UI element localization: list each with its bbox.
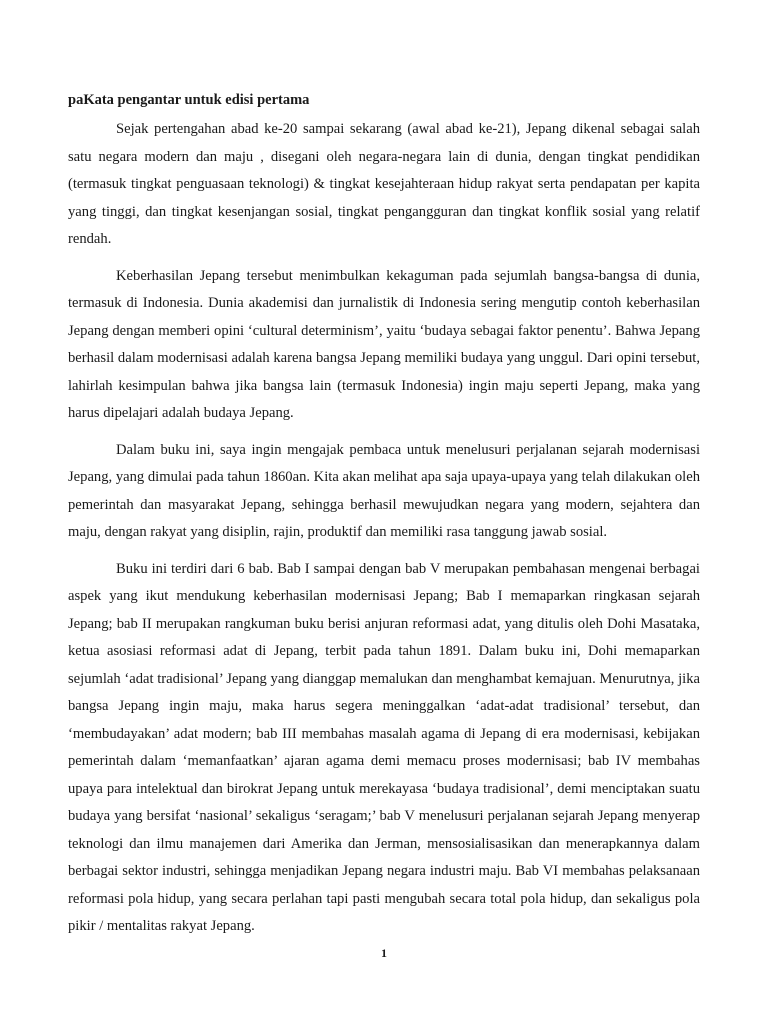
paragraph-2: Keberhasilan Jepang tersebut menimbulkan kekaguman pada sejumlah bangsa-bangsa di dunia, termasuk di Indonesia. Dunia akademisi dan jurnalistik di Indonesia sering mengutip contoh keberhasilan Jepang dengan memberi opini ‘cultural determinism’, yaitu ‘budaya sebagai faktor penentu’. Bahwa Jepang berhasil dalam modernisasi adalah karena bangsa Jepang memiliki budaya yang unggul. Dari opini tersebut, lahirlah kesimpulan bahwa jika bangsa lain (termasuk Indonesia) ingin maju seperti Jepang, maka yang harus dipelajari adalah budaya Jepang. [68,267,700,421]
paragraph-1: Sejak pertengahan abad ke-20 sampai sekarang (awal abad ke-21), Jepang dikenal sebagai salah satu negara modern dan maju , disegani oleh negara-negara lain di dunia, dengan tingkat pendidikan (termasuk tingkat penguasaan teknologi) & tingkat kesejahteraan hidup rakyat serta pendapatan per kapita yang tinggi, dan tingkat kesenjangan sosial, tingkat pengangguran dan tingkat konflik sosial yang relatif rendah. [68,121,700,247]
paragraph-3: Dalam buku ini, saya ingin mengajak pembaca untuk menelusuri perjalanan sejarah modernisasi Jepang, yang dimulai pada tahun 1860an. Kita akan melihat apa saja upaya-upaya yang telah dilakukan oleh pemerintah dan masyarakat Jepang, sehingga berhasil mewujudkan negara yang modern, sejahtera dan maju, dengan rakyat yang disiplin, rajin, produktif dan memiliki rasa tanggung jawab sosial. [68,441,700,540]
page-number: 1 [381,946,387,960]
page-title: paKata pengantar untuk edisi pertama [68,92,310,108]
paragraph-4: Buku ini terdiri dari 6 bab. Bab I sampai dengan bab V merupakan pembahasan mengenai berbagai aspek yang ikut mendukung keberhasilan modernisasi Jepang; Bab I memaparkan ringkasan sejarah Jepang; bab II merupakan rangkuman buku berisi anjuran reformasi adat, yang ditulis oleh Dohi Masataka, ketua asosiasi reformasi adat di Jepang, terbit pada tahun 1891. Dalam buku ini, Dohi memaparkan sejumlah ‘adat tradisional’ Jepang yang dianggap memalukan dan menghambat kemajuan. Menurutnya, jika bangsa Jepang ingin maju, maka harus segera meninggalkan ‘adat-adat tradisional’ tersebut, dan ‘membudayakan’ adat modern; bab III membahas masalah agama di Jepang di era modernisasi, kebijakan pemerintah dalam ‘memanfaatkan’ ajaran agama demi memacu proses modernisasi; bab IV membahas upaya para intelektual dan birokrat Jepang untuk merekayasa ‘budaya tradisional’, demi menciptakan suatu budaya yang bersifat ‘nasional’ sekaligus ‘seragam;’ bab V menelusuri perjalanan sejarah Jepang menyerap teknologi dan ilmu manajemen dari Amerika dan Jerman, mensosialisasikan dan menerapkannya dalam berbagai sektor industri, sehingga menjadikan Jepang negara industri maju. Bab VI membahas pelaksanaan reformasi pola hidup, yang secara perlahan tapi pasti mengubah secara total pola hidup, dan sekaligus pola pikir / mentalitas rakyat Jepang. [68,560,700,934]
document-body [68,90,700,950]
